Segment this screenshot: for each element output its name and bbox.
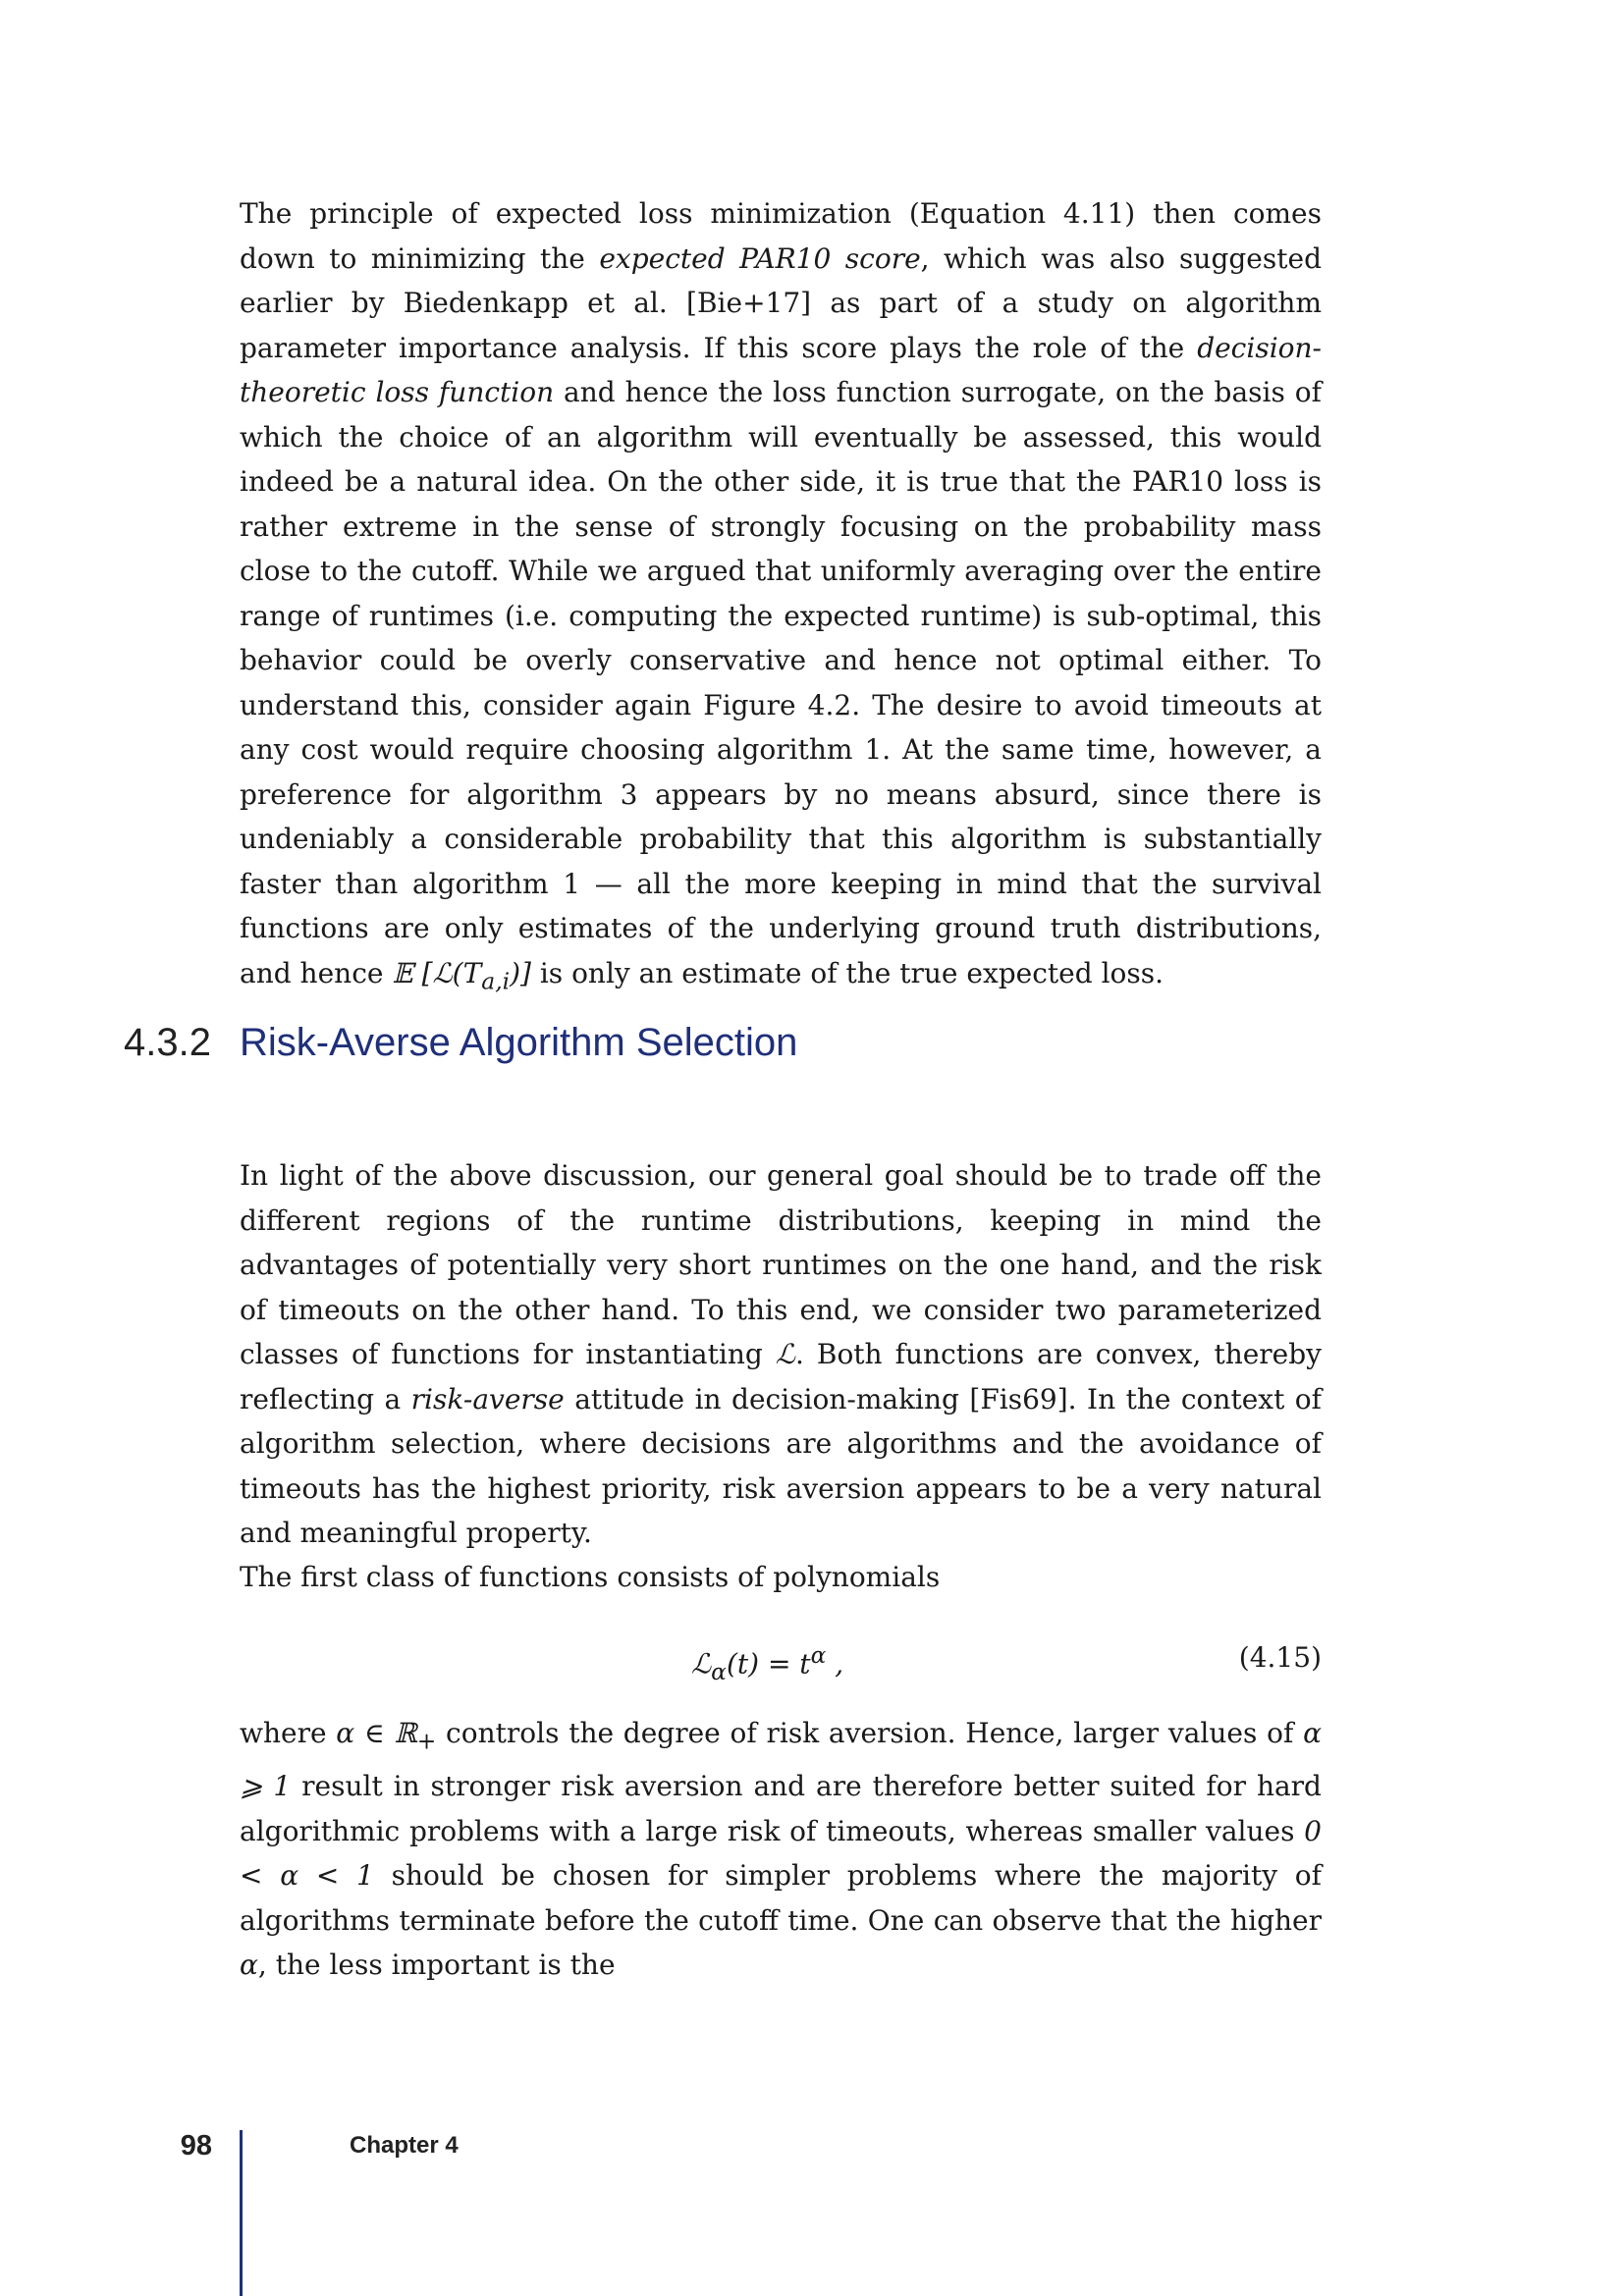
inline-math: )]	[510, 956, 531, 989]
paragraph-alpha-explanation	[240, 1711, 1322, 1988]
inline-math: α ∈ ℝ	[336, 1717, 417, 1749]
text-run: and hence the loss function surrogate, on the basis of which the choice of an algorithm will eventually be assessed, this would indeed be a natural idea. On the other side, it is true that the PAR10 loss is rather extreme in the sense of strongly focusing on the probability mass close to the cutoff. While we argued that uniformly averaging over the entire range of runtimes (i.e. computing the expected runtime) is sub-optimal, this behavior could be overly conservative and hence not optimal either. To understand this, consider again Figure 4.2. The desire to avoid timeouts at any cost would require choosing algorithm 1. At the same time, however, a preference for algorithm 3 appears by no means absurd, since there is undeniably a considerable probability that this algorithm is substantially faster than algorithm 1 — all the more keeping in mind that the survival functions are only estimates of the underlying ground truth distributions, and hence	[240, 376, 1322, 989]
text-run: should be chosen for simpler problems where the majority of algorithms terminate before the cutoff time. One can observe that the higher	[240, 1859, 1322, 1937]
equation-exponent: α	[810, 1641, 827, 1669]
equation-lhs: ℒ	[691, 1647, 712, 1681]
text-run: , which was also suggested earlier by Biedenkapp et al. [Bie+17] as part of a study on algorithm parameter importance analysis. If this score plays the role of the	[240, 241, 1322, 364]
math-subscript: a,i	[481, 967, 511, 995]
emphasized-text: expected PAR10 score	[599, 241, 921, 275]
inline-math: ℒ	[775, 1338, 795, 1370]
emphasized-text: risk-averse	[410, 1382, 565, 1415]
equation-argument: (t) = t	[726, 1647, 811, 1681]
equation-4-15	[240, 1641, 1322, 1686]
section-title: Risk-Averse Algorithm Selection	[240, 1021, 798, 1064]
inline-math: 𝔼 [ℒ(T	[392, 956, 482, 989]
inline-math: 0 < α < 1	[240, 1814, 1322, 1893]
paragraph-risk-aversion-intro	[240, 1153, 1322, 1556]
paragraph-expected-loss	[240, 191, 1322, 1004]
text-run: is only an estimate of the true expected loss.	[530, 956, 1164, 989]
math-subscript: +	[416, 1727, 437, 1755]
text-run: result in stronger risk aversion and are therefore better suited for hard algorithmic problems with a large risk of timeouts, whereas smaller values	[240, 1770, 1322, 1847]
text-run: , the less important is the	[257, 1949, 616, 1982]
equation-number: (4.15)	[1238, 1641, 1322, 1674]
inline-math: α ⩾ 1	[240, 1717, 1322, 1803]
inline-math: α	[240, 1949, 258, 1982]
text-run: attitude in decision-making [Fis69]. In the context of algorithm selection, where decisions are algorithms and the avoidance of timeouts has the highest priority, risk aversion appears to be a very natural and meaningful property.	[240, 1382, 1322, 1549]
page-number: 98	[180, 2130, 212, 2162]
text-run: controls the degree of risk aversion. Hence, larger values of	[436, 1717, 1304, 1749]
text-run: where	[240, 1717, 337, 1749]
paragraph-polynomials-intro	[240, 1555, 1322, 1600]
equation-tail: ,	[826, 1647, 844, 1681]
section-number: 4.3.2	[124, 1021, 211, 1064]
text-run: The first class of functions consists of polynomials	[240, 1561, 941, 1593]
footer-rule	[240, 2130, 243, 2296]
section-heading	[124, 1021, 797, 1065]
equation-body	[691, 1641, 843, 1685]
text-run: In light of the above discussion, our general goal should be to trade off the different regions of the runtime distributions, keeping in mind the advantages of potentially very short runtimes on the one hand, and the risk of timeouts on the other hand. To this end, we consider two parameterized classes of functions for instantiating	[240, 1159, 1322, 1370]
footer-chapter-label: Chapter 4	[350, 2132, 459, 2159]
equation-lhs-subscript: α	[711, 1657, 727, 1685]
text-run: The principle of expected loss minimization (Equation 4.11) then comes down to minimizing the	[240, 197, 1322, 275]
text-run: . Both functions are convex, thereby reflecting a	[240, 1338, 1322, 1415]
emphasized-text: decision-theoretic loss function	[240, 331, 1322, 408]
